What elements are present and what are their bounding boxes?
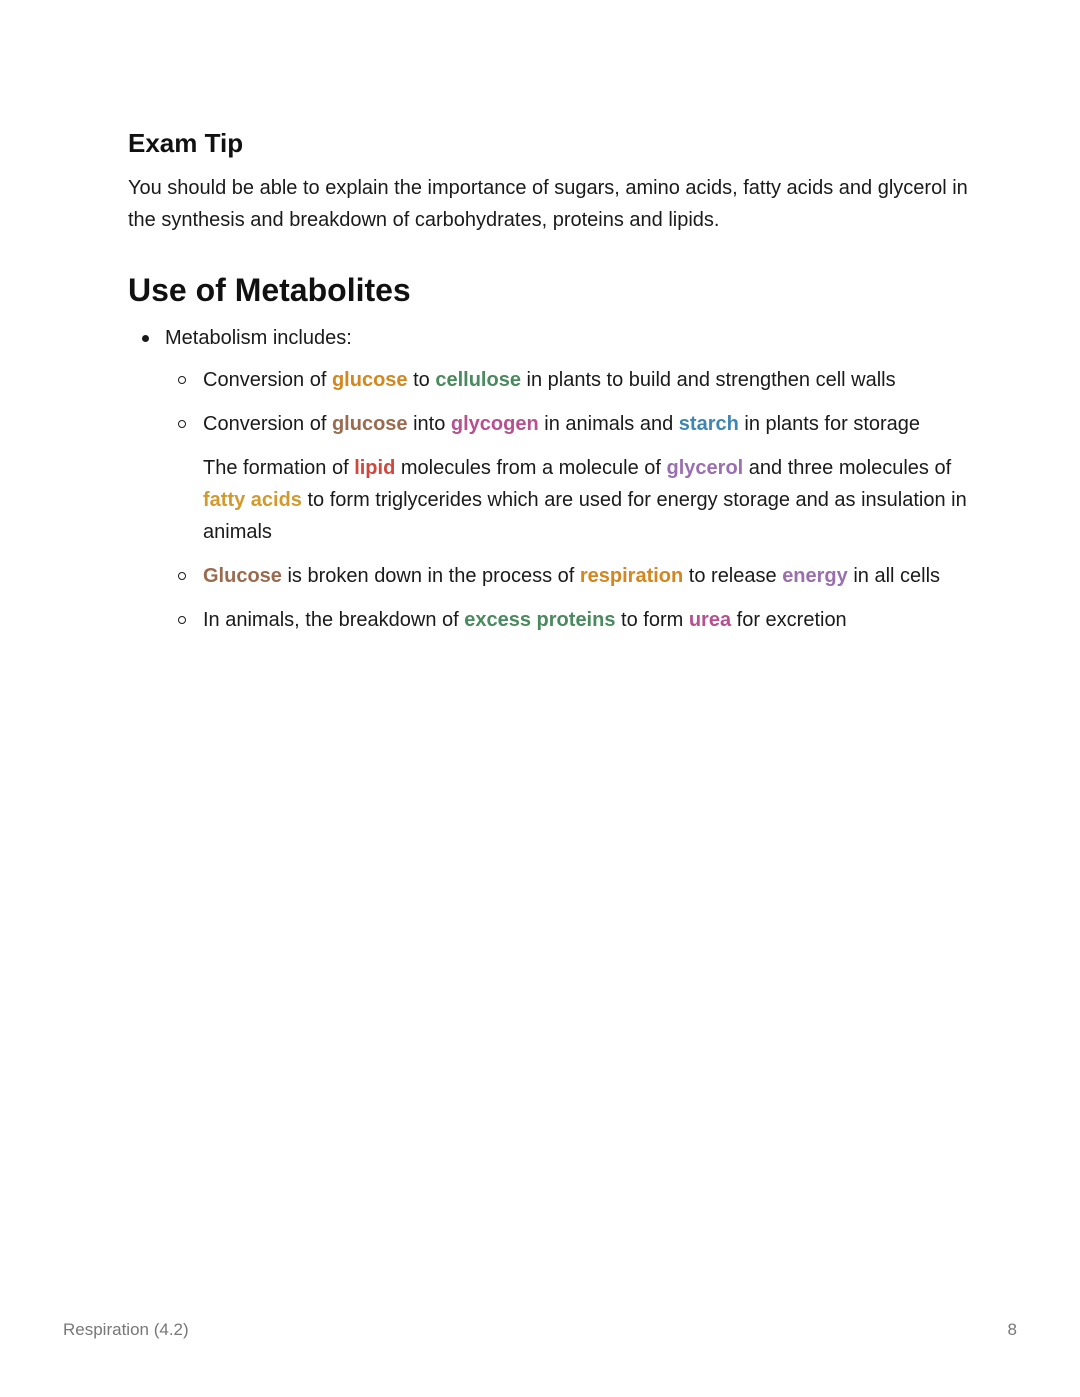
item-text: In animals, the breakdown of [203,609,465,631]
keyword-glucose: Glucose [203,565,282,587]
list-item [165,560,968,592]
item-text: to release [683,565,783,587]
item-text: in all cells [847,565,941,587]
exam-tip-title: Exam Tip [128,128,244,158]
metabolism-sublist-continued [165,560,968,636]
keyword-energy: energy [782,565,848,587]
item-text: to form triglycerides which are used for energy storage and as insulation in animals [203,489,967,543]
lipid-paragraph [165,452,968,548]
metabolism-intro: Metabolism includes: [165,327,352,349]
keyword-glycogen: glycogen [450,413,539,435]
list-item [165,408,968,440]
item-text: in plants for storage [738,413,921,435]
list-item [165,364,968,396]
keyword-excess-proteins: excess proteins [464,609,616,631]
metabolism-sublist [165,364,968,440]
keyword-starch: starch [678,413,739,435]
bullet-circle-icon [178,572,186,580]
page-content [128,126,968,648]
item-text: Conversion of [203,369,332,391]
section-title: Use of Metabolites [128,272,411,308]
item-text: Conversion of [203,413,332,435]
item-text: into [407,413,451,435]
keyword-glucose: glucose [331,413,408,435]
bullet-disc-icon [142,335,149,342]
metabolism-list [128,322,968,636]
bullet-circle-icon [178,376,186,384]
keyword-fatty-acids: fatty acids [203,489,302,511]
keyword-respiration: respiration [579,565,684,587]
page-number: 8 [1007,1320,1017,1339]
item-text: for excretion [731,609,847,631]
item-text: in animals and [538,413,679,435]
bullet-circle-icon [178,616,186,624]
exam-tip-text: You should be able to explain the importance of sugars, amino acids, fatty acids and glycerol in the synthesis and breakdown of carbohydrates, proteins and lipids. [128,177,968,231]
keyword-urea: urea [688,609,732,631]
list-item [128,322,968,636]
keyword-glycerol: glycerol [666,457,744,479]
keyword-glucose: glucose [331,369,408,391]
item-text: to [407,369,436,391]
item-text: is broken down in the process of [281,565,580,587]
item-text: and three molecules of [743,457,952,479]
item-text: to form [615,609,689,631]
bullet-circle-icon [178,420,186,428]
item-text: The formation of [203,457,355,479]
footer-chapter: Respiration (4.2) [63,1320,189,1339]
keyword-lipid: lipid [354,457,396,479]
list-item [165,604,968,636]
item-text: in plants to build and strengthen cell walls [520,369,896,391]
item-text: molecules from a molecule of [395,457,667,479]
keyword-cellulose: cellulose [435,369,521,391]
